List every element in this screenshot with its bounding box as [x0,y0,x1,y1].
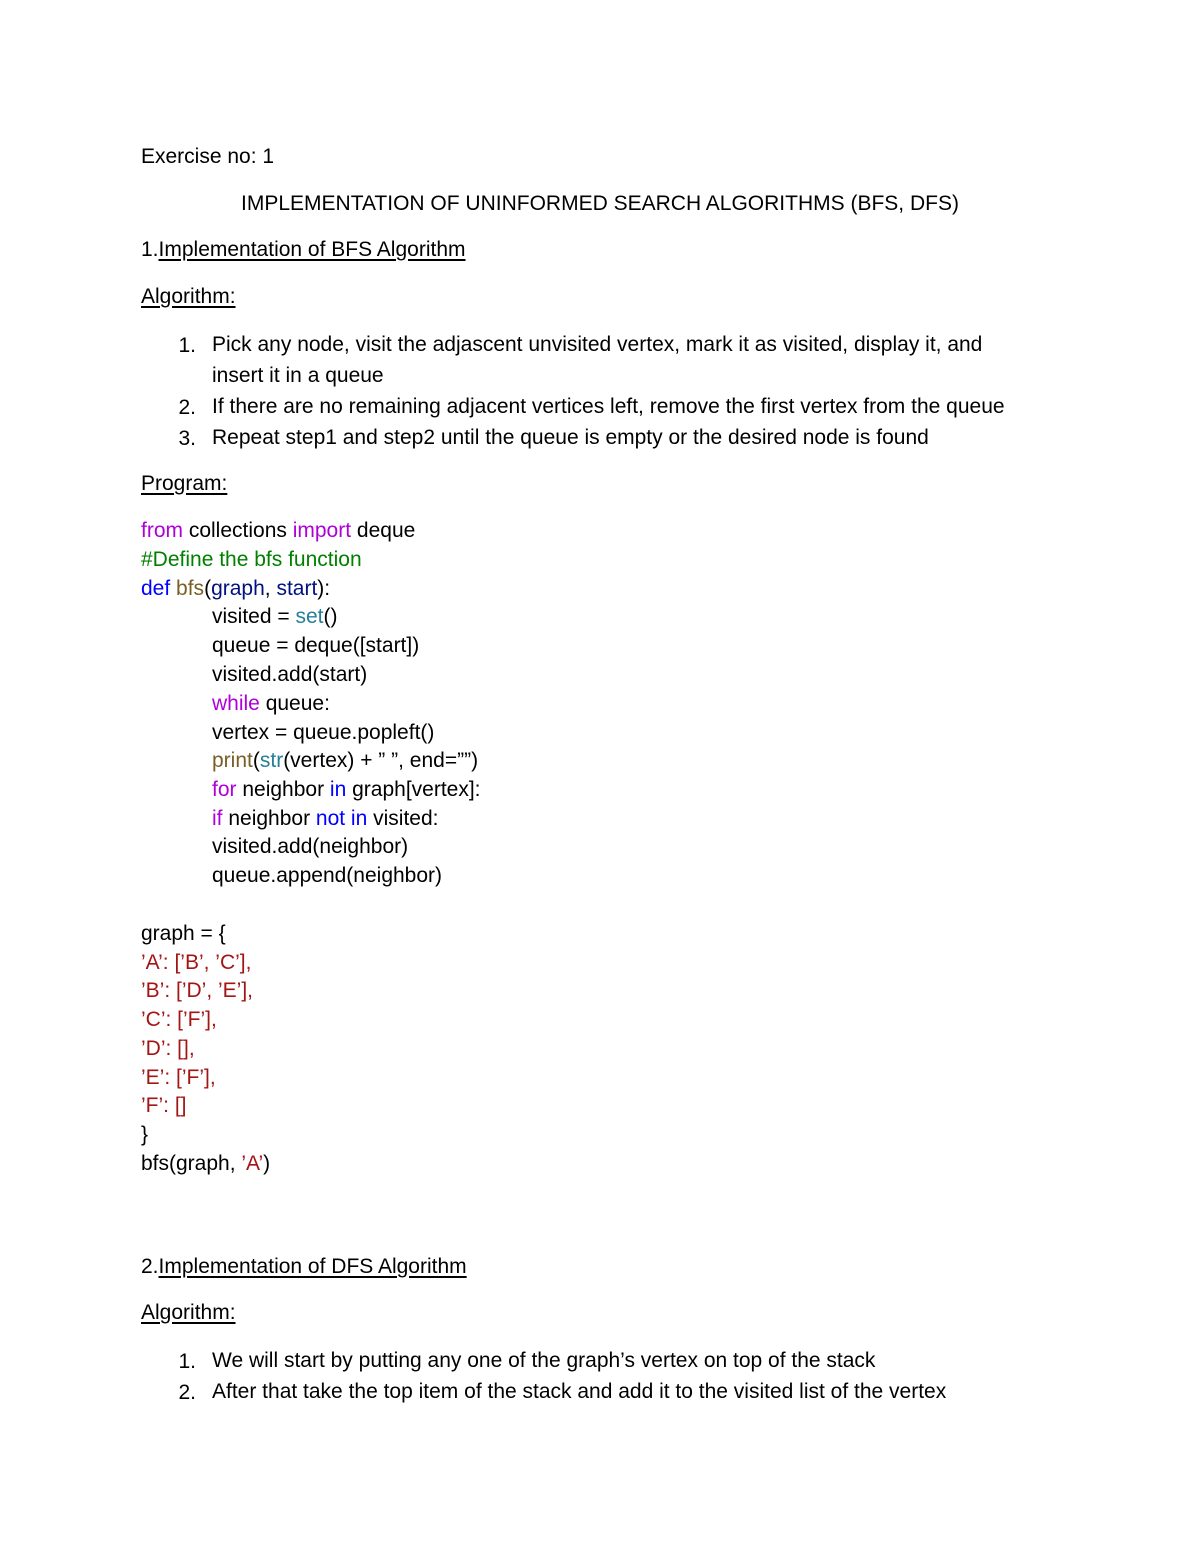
bfs-step-number: 1. [178,334,196,357]
bfs-step-text: Pick any node, visit the adjascent unvisited vertex, mark it as visited, display it, and [212,333,983,356]
code-string: ’F’: [] [141,1094,187,1117]
page-title: IMPLEMENTATION OF UNINFORMED SEARCH ALGORITHMS (BFS, DFS) [241,192,959,215]
code-text: () [323,605,338,628]
code-function-name: bfs [176,577,205,600]
code-builtin: set [295,605,324,628]
code-text: deque [351,519,416,542]
code-line [141,520,415,541]
code-string: ’B’: [’D’, ’E’], [141,979,254,1002]
dfs-section-title: Implementation of DFS Algorithm [158,1255,467,1278]
code-line [212,779,481,800]
code-builtin: str [259,749,284,772]
code-text: visited: [367,807,439,830]
code-text: collections [183,519,293,542]
code-text: neighbor [236,778,330,801]
bfs-step-number: 2. [178,396,196,419]
code-text: neighbor [222,807,316,830]
code-param: graph [211,577,265,600]
code-keyword: while [212,692,260,715]
code-string: ’E’: [’F’], [141,1066,216,1089]
code-string: ’A’ [241,1152,264,1175]
code-line [141,578,330,599]
code-line [141,1153,270,1174]
code-line [212,808,438,829]
bfs-algorithm-heading: Algorithm: [141,285,236,308]
code-text: , [264,577,277,600]
code-line: visited.add(start) [212,663,368,686]
code-param: start [276,577,318,600]
code-line [212,606,337,627]
code-line: graph = { [141,922,226,945]
code-keyword: import [292,519,352,542]
bfs-step-text: If there are no remaining adjacent vertices left, remove the first vertex from the queue [212,395,1005,418]
bfs-section-number: 1. [141,238,159,261]
code-line: queue = deque([start]) [212,634,420,657]
bfs-step-number: 3. [178,427,196,450]
code-keyword: from [141,519,183,542]
code-string: ’C’: [’F’], [141,1008,217,1031]
code-text: ) [263,1152,271,1175]
exercise-label: Exercise no: 1 [141,145,275,168]
code-line [212,693,330,714]
code-text: ( [204,577,212,600]
code-text: graph[vertex]: [346,778,481,801]
code-text: ( [252,749,260,772]
dfs-step-text: We will start by putting any one of the graph’s vertex on top of the stack [212,1349,876,1372]
code-comment: #Define the bfs function [141,548,362,571]
bfs-step-text-continued: insert it in a queue [212,364,384,387]
dfs-step-number: 1. [178,1350,196,1373]
code-text: ): [317,577,331,600]
code-line: } [141,1123,149,1146]
code-line: vertex = queue.popleft() [212,721,435,744]
code-text: visited = [212,605,296,628]
code-string: ’A’: [’B’, ’C’], [141,951,252,974]
dfs-step-text: After that take the top item of the stack and add it to the visited list of the vertex [212,1380,947,1403]
code-keyword: if [212,807,223,830]
bfs-section-heading [141,239,466,260]
code-text: bfs(graph, [141,1152,242,1175]
code-line [212,750,478,771]
bfs-section-title: Implementation of BFS Algorithm [158,238,466,261]
bfs-step-text: Repeat step1 and step2 until the queue is empty or the desired node is found [212,426,929,449]
code-keyword: not in [315,807,368,830]
code-keyword: for [212,778,237,801]
dfs-step-number: 2. [178,1381,196,1404]
code-line: visited.add(neighbor) [212,835,409,858]
code-keyword: def [141,577,171,600]
dfs-algorithm-heading: Algorithm: [141,1301,236,1324]
code-text: queue: [259,692,330,715]
dfs-section-number: 2. [141,1255,159,1278]
code-keyword: in [329,778,347,801]
dfs-section-heading [141,1256,467,1277]
program-heading: Program: [141,472,228,495]
code-line: queue.append(neighbor) [212,864,443,887]
code-function-name: print [212,749,253,772]
code-text: (vertex) + ” ”, end=””) [283,749,479,772]
code-string: ’D’: [], [141,1037,195,1060]
